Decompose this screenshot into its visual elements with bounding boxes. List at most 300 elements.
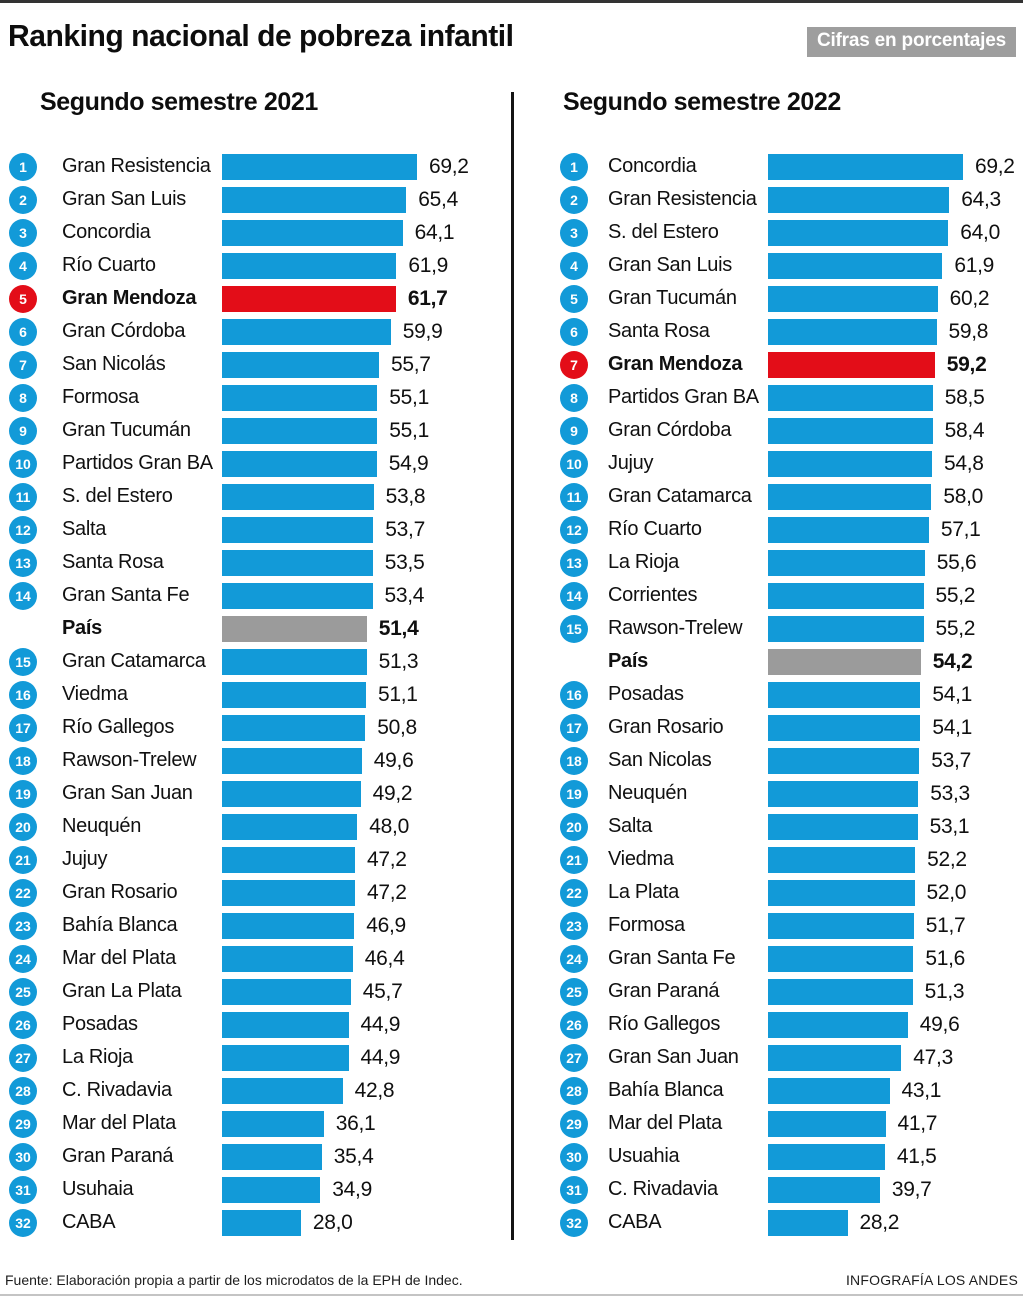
city-label: San Nicolás <box>62 353 166 375</box>
city-label: Formosa <box>608 914 685 936</box>
value-label: 49,2 <box>372 781 413 805</box>
rank-badge: 17 <box>560 714 588 742</box>
city-label: Gran La Plata <box>62 980 182 1002</box>
rank-cell <box>0 780 62 808</box>
rank-row <box>513 942 1023 975</box>
value-label: 43,1 <box>901 1078 942 1102</box>
value-bar <box>222 286 396 312</box>
rank-row <box>0 1107 512 1140</box>
value-bar <box>768 418 933 444</box>
rank-badge: 27 <box>560 1044 588 1072</box>
value-label: 64,3 <box>961 187 1001 211</box>
bar-cell <box>768 814 1023 840</box>
rank-badge: 7 <box>9 351 37 379</box>
city-label: Río Cuarto <box>608 518 702 540</box>
value-label: 58,4 <box>944 418 985 442</box>
value-bar <box>222 550 373 576</box>
rank-row <box>513 150 1023 183</box>
rank-badge: 21 <box>560 846 588 874</box>
value-label: 58,5 <box>944 385 985 409</box>
rank-badge: 32 <box>560 1209 588 1237</box>
bar-cell <box>222 418 512 444</box>
rank-cell <box>0 219 62 247</box>
value-label: 47,2 <box>367 880 407 904</box>
bar-cell <box>222 748 512 774</box>
rank-badge: 12 <box>9 516 37 544</box>
value-label: 54,9 <box>388 451 429 475</box>
value-bar <box>768 946 913 972</box>
value-label: 54,2 <box>932 649 973 673</box>
bar-cell <box>768 154 1023 180</box>
rank-cell <box>513 1209 608 1237</box>
rank-cell <box>513 582 608 610</box>
rank-row <box>0 216 512 249</box>
bar-cell <box>768 517 1023 543</box>
rank-badge: 29 <box>9 1110 37 1138</box>
value-bar <box>222 583 373 609</box>
value-bar <box>768 880 915 906</box>
rank-cell <box>0 681 62 709</box>
value-label: 55,6 <box>936 550 977 574</box>
value-label: 47,2 <box>367 847 407 871</box>
value-label: 53,8 <box>385 484 426 508</box>
city-label: Mar del Plata <box>608 1112 722 1134</box>
value-label: 51,1 <box>378 682 418 706</box>
value-label: 51,7 <box>925 913 966 937</box>
chart-column-2021 <box>0 150 512 1239</box>
bar-cell <box>768 715 1023 741</box>
rank-cell <box>0 813 62 841</box>
value-bar <box>222 418 377 444</box>
bar-cell <box>222 253 512 279</box>
rank-badge: 28 <box>560 1077 588 1105</box>
rank-cell <box>513 780 608 808</box>
rank-cell <box>513 615 608 643</box>
rank-badge: 23 <box>9 912 37 940</box>
value-bar <box>222 847 355 873</box>
value-label: 52,0 <box>926 880 967 904</box>
value-bar <box>222 880 355 906</box>
rank-badge: 22 <box>9 879 37 907</box>
bar-cell <box>768 286 1023 312</box>
rank-cell <box>513 681 608 709</box>
city-label: Gran Resistencia <box>608 188 757 210</box>
city-label: Usuhaia <box>62 1178 134 1200</box>
rank-badge: 7 <box>560 351 588 379</box>
rank-row <box>513 1074 1023 1107</box>
rank-cell <box>513 285 608 313</box>
bar-cell <box>222 550 512 576</box>
country-row <box>0 612 512 645</box>
value-bar <box>222 1078 343 1104</box>
rank-badge: 14 <box>9 582 37 610</box>
value-bar <box>768 583 924 609</box>
rank-row <box>513 381 1023 414</box>
bar-cell <box>768 1111 1023 1137</box>
rank-cell <box>513 1077 608 1105</box>
rank-row <box>0 579 512 612</box>
rank-cell <box>513 879 608 907</box>
rank-row <box>0 414 512 447</box>
value-label: 61,9 <box>408 253 449 277</box>
rank-row <box>513 480 1023 513</box>
city-label: San Nicolas <box>608 749 712 771</box>
rank-row <box>0 183 512 216</box>
bar-cell <box>768 913 1023 939</box>
city-label: Jujuy <box>62 848 108 870</box>
value-bar <box>222 748 362 774</box>
city-label: Posadas <box>62 1013 138 1035</box>
value-bar <box>222 352 379 378</box>
city-label: Corrientes <box>608 584 698 606</box>
value-bar <box>768 286 938 312</box>
rank-row <box>0 546 512 579</box>
bar-cell <box>222 154 512 180</box>
value-bar <box>768 385 933 411</box>
rank-row <box>513 1041 1023 1074</box>
rank-badge: 31 <box>9 1176 37 1204</box>
bar-cell <box>768 385 1023 411</box>
rank-cell <box>0 384 62 412</box>
rank-cell <box>513 978 608 1006</box>
value-label: 42,8 <box>354 1078 395 1102</box>
rank-badge: 1 <box>9 153 37 181</box>
value-label: 47,3 <box>913 1045 953 1069</box>
city-label: Rawson-Trelew <box>62 749 197 771</box>
rank-cell <box>513 714 608 742</box>
rank-row <box>513 1008 1023 1041</box>
city-label: Gran San Juan <box>62 782 193 804</box>
bar-cell <box>768 1045 1023 1071</box>
value-label: 46,4 <box>364 946 405 970</box>
value-bar <box>768 352 935 378</box>
value-bar <box>222 1210 301 1236</box>
rank-row <box>0 315 512 348</box>
rank-cell <box>0 879 62 907</box>
city-label: S. del Estero <box>62 485 173 507</box>
city-label: Gran Mendoza <box>608 353 743 375</box>
rank-cell <box>513 186 608 214</box>
rank-badge: 24 <box>9 945 37 973</box>
city-label: Santa Rosa <box>608 320 710 342</box>
value-label: 61,7 <box>407 286 448 310</box>
rank-cell <box>513 153 608 181</box>
rank-row <box>513 183 1023 216</box>
rank-badge: 9 <box>560 417 588 445</box>
source-note: Fuente: Elaboración propia a partir de los microdatos de la EPH de Indec. <box>5 1272 463 1288</box>
city-label: Río Cuarto <box>62 254 156 276</box>
city-label: Neuquén <box>608 782 688 804</box>
rank-badge: 20 <box>9 813 37 841</box>
rank-cell <box>0 417 62 445</box>
value-label: 41,5 <box>896 1144 937 1168</box>
value-label: 59,2 <box>946 352 987 376</box>
rank-badge: 16 <box>9 681 37 709</box>
rank-badge: 11 <box>9 483 37 511</box>
city-label: Formosa <box>62 386 139 408</box>
bar-cell <box>768 1177 1023 1203</box>
rank-row <box>513 711 1023 744</box>
rank-row <box>0 645 512 678</box>
city-label: Gran Paraná <box>608 980 720 1002</box>
rank-badge: 25 <box>560 978 588 1006</box>
top-rule <box>0 0 1023 3</box>
rank-row <box>0 348 512 381</box>
rank-cell <box>0 1077 62 1105</box>
value-label: 36,1 <box>335 1111 376 1135</box>
bar-cell <box>768 616 1023 642</box>
city-label: C. Rivadavia <box>608 1178 718 1200</box>
rank-badge: 15 <box>560 615 588 643</box>
value-label: 54,1 <box>932 682 973 706</box>
value-label: 49,6 <box>373 748 414 772</box>
rank-row <box>0 777 512 810</box>
bar-cell <box>222 814 512 840</box>
infographic-credit: INFOGRAFÍA LOS ANDES <box>845 1272 1018 1288</box>
bar-cell <box>768 550 1023 576</box>
bar-cell <box>222 946 512 972</box>
rank-row <box>0 1041 512 1074</box>
rank-cell <box>513 549 608 577</box>
value-label: 50,8 <box>377 715 417 739</box>
bar-cell <box>222 517 512 543</box>
bar-cell <box>768 880 1023 906</box>
city-label: Río Gallegos <box>62 716 175 738</box>
rank-row <box>0 876 512 909</box>
value-label: 53,1 <box>929 814 970 838</box>
city-label: Gran San Luis <box>608 254 732 276</box>
rank-cell <box>0 351 62 379</box>
rank-row <box>513 513 1023 546</box>
city-label: Salta <box>62 518 107 540</box>
rank-row <box>513 1140 1023 1173</box>
rank-row <box>0 150 512 183</box>
rank-badge: 16 <box>560 681 588 709</box>
rank-row <box>513 744 1023 777</box>
value-label: 60,2 <box>949 286 990 310</box>
rank-badge: 26 <box>9 1011 37 1039</box>
bar-cell <box>768 1078 1023 1104</box>
rank-badge: 32 <box>9 1209 37 1237</box>
value-bar <box>768 649 921 675</box>
rank-badge: 10 <box>9 450 37 478</box>
bar-cell <box>768 946 1023 972</box>
rank-badge: 6 <box>560 318 588 346</box>
rank-badge: 5 <box>560 285 588 313</box>
rank-badge: 11 <box>560 483 588 511</box>
value-label: 46,9 <box>366 913 406 937</box>
value-bar <box>222 517 373 543</box>
city-label: Bahía Blanca <box>62 914 178 936</box>
rank-cell <box>0 1044 62 1072</box>
value-label: 45,7 <box>362 979 403 1003</box>
value-label: 34,9 <box>332 1177 372 1201</box>
rank-badge: 2 <box>560 186 588 214</box>
rank-row <box>0 381 512 414</box>
bar-cell <box>222 484 512 510</box>
bar-cell <box>768 1210 1023 1236</box>
value-label: 54,1 <box>932 715 973 739</box>
rank-badge: 10 <box>560 450 588 478</box>
rank-cell <box>513 1011 608 1039</box>
rank-row <box>0 810 512 843</box>
value-bar <box>222 1144 322 1170</box>
value-bar <box>222 913 354 939</box>
rank-cell <box>0 516 62 544</box>
value-bar <box>222 715 365 741</box>
rank-cell <box>513 1110 608 1138</box>
units-badge: Cifras en porcentajes <box>807 27 1016 57</box>
bar-cell <box>222 286 512 312</box>
rank-cell <box>513 384 608 412</box>
rank-badge: 24 <box>560 945 588 973</box>
city-label: Viedma <box>62 683 128 705</box>
value-label: 53,5 <box>384 550 425 574</box>
bar-cell <box>222 913 512 939</box>
city-label: Gran San Juan <box>608 1046 739 1068</box>
bar-cell <box>222 682 512 708</box>
rank-badge: 19 <box>9 780 37 808</box>
rank-row <box>513 249 1023 282</box>
bar-cell <box>768 748 1023 774</box>
rank-row <box>513 1206 1023 1239</box>
rank-badge: 4 <box>9 252 37 280</box>
bar-cell <box>768 451 1023 477</box>
value-label: 53,7 <box>385 517 425 541</box>
value-bar <box>222 1045 349 1071</box>
value-bar <box>222 253 396 279</box>
rank-badge: 25 <box>9 978 37 1006</box>
city-label: Partidos Gran BA <box>62 452 213 474</box>
bar-cell <box>768 220 1023 246</box>
bar-cell <box>222 352 512 378</box>
city-label: Gran Rosario <box>608 716 724 738</box>
city-label: Río Gallegos <box>608 1013 721 1035</box>
bar-cell <box>222 1078 512 1104</box>
value-bar <box>768 517 929 543</box>
rank-cell <box>0 912 62 940</box>
rank-row <box>513 282 1023 315</box>
rank-cell <box>513 483 608 511</box>
value-bar <box>768 1210 848 1236</box>
bar-cell <box>222 451 512 477</box>
value-bar <box>768 1012 908 1038</box>
rank-cell <box>0 318 62 346</box>
value-label: 61,9 <box>954 253 995 277</box>
value-bar <box>222 1177 320 1203</box>
bar-cell <box>768 781 1023 807</box>
value-label: 64,1 <box>414 220 455 244</box>
value-label: 54,8 <box>944 451 984 475</box>
city-label: País <box>608 650 648 672</box>
rank-cell <box>0 582 62 610</box>
city-label: Gran Resistencia <box>62 155 211 177</box>
rank-cell <box>513 450 608 478</box>
city-label: Mar del Plata <box>62 1112 176 1134</box>
bar-cell <box>222 1012 512 1038</box>
rank-row <box>513 1107 1023 1140</box>
value-bar <box>222 451 377 477</box>
bar-cell <box>768 1144 1023 1170</box>
value-bar <box>768 484 931 510</box>
city-label: Bahía Blanca <box>608 1079 724 1101</box>
rank-cell <box>0 648 62 676</box>
value-label: 55,2 <box>935 583 976 607</box>
city-label: Santa Rosa <box>62 551 164 573</box>
bar-cell <box>222 1177 512 1203</box>
rank-cell <box>513 846 608 874</box>
rank-cell <box>513 252 608 280</box>
bar-cell <box>222 187 512 213</box>
rank-badge: 1 <box>560 153 588 181</box>
value-label: 69,2 <box>975 154 1015 178</box>
value-bar <box>768 814 918 840</box>
rank-badge: 3 <box>560 219 588 247</box>
chart-column-2022 <box>513 150 1023 1239</box>
rank-row <box>0 975 512 1008</box>
value-label: 44,9 <box>360 1012 401 1036</box>
rank-badge: 12 <box>560 516 588 544</box>
rank-badge: 2 <box>9 186 37 214</box>
value-bar <box>768 319 937 345</box>
value-label: 64,0 <box>960 220 1000 244</box>
rank-row <box>0 513 512 546</box>
rank-badge: 30 <box>9 1143 37 1171</box>
value-label: 53,7 <box>931 748 971 772</box>
rank-cell <box>0 252 62 280</box>
city-label: Partidos Gran BA <box>608 386 759 408</box>
value-bar <box>768 979 913 1005</box>
bar-cell <box>222 1144 512 1170</box>
city-label: Salta <box>608 815 653 837</box>
value-bar <box>768 748 919 774</box>
bar-cell <box>768 187 1023 213</box>
rank-row <box>513 843 1023 876</box>
rank-row <box>0 282 512 315</box>
city-label: Gran San Luis <box>62 188 186 210</box>
value-bar <box>222 484 374 510</box>
rank-badge: 19 <box>560 780 588 808</box>
rank-badge: 6 <box>9 318 37 346</box>
bar-cell <box>768 319 1023 345</box>
rank-cell <box>513 219 608 247</box>
value-label: 49,6 <box>919 1012 960 1036</box>
rank-badge: 5 <box>9 285 37 313</box>
city-label: Gran Santa Fe <box>608 947 736 969</box>
rank-cell <box>0 1110 62 1138</box>
value-bar <box>768 220 948 246</box>
value-label: 51,3 <box>378 649 419 673</box>
rank-row <box>0 678 512 711</box>
value-label: 55,1 <box>389 385 429 409</box>
bar-cell <box>768 1012 1023 1038</box>
bar-cell <box>768 583 1023 609</box>
rank-row <box>513 876 1023 909</box>
value-bar <box>768 1177 880 1203</box>
rank-badge: 23 <box>560 912 588 940</box>
city-label: Gran Mendoza <box>62 287 197 309</box>
rank-cell <box>513 1044 608 1072</box>
city-label: Gran Catamarca <box>62 650 206 672</box>
city-label: Gran Paraná <box>62 1145 174 1167</box>
city-label: Posadas <box>608 683 684 705</box>
city-label: Neuquén <box>62 815 142 837</box>
bar-cell <box>222 847 512 873</box>
rank-cell <box>0 186 62 214</box>
column-title-2022: Segundo semestre 2022 <box>563 88 841 116</box>
value-label: 65,4 <box>418 187 458 211</box>
value-bar <box>768 1111 886 1137</box>
